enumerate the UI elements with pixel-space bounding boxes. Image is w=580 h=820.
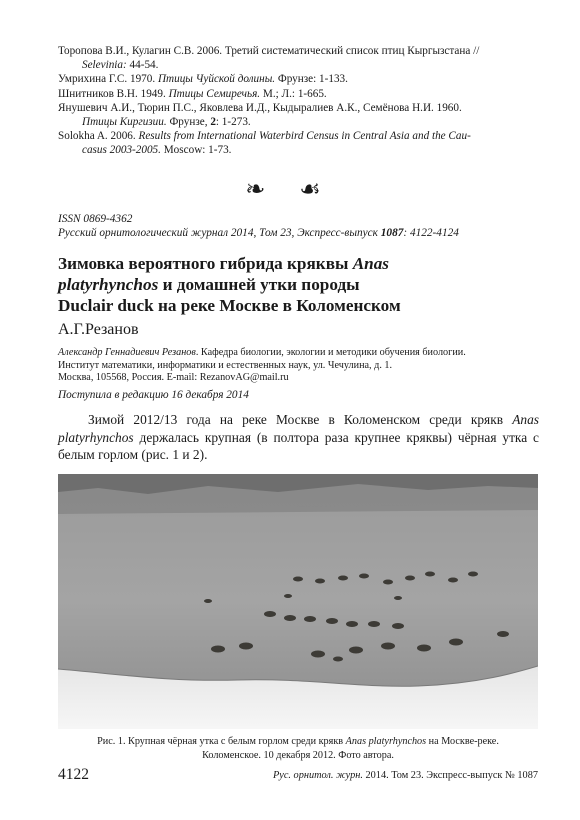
article-title: Зимовка вероятного гибрида кряквы Anas platyrhynchos и домашней утки породы Duclair duck на реке Москве в Коломенском [58, 254, 401, 315]
reference-item: Янушевич А.И., Тюрин П.С., Яковлева И.Д., Кыдыралиев А.К., Семёнова Н.И. 1960. Птицы Киргизии. Фрунзе, 2: 1-273. [58, 101, 462, 129]
page-number: 4122 [58, 766, 89, 783]
article-meta [58, 213, 538, 240]
reference-item: Solokha A. 2006. Results from International Waterbird Census in Central Asia and the Cau- casus 2003-2005. Moscow: 1-73. [58, 130, 471, 157]
reference-item: Умрихина Г.С. 1970. Птицы Чуйской долины. Фрунзе: 1-133. [58, 73, 348, 86]
body-paragraph: Зимой 2012/13 года на реке Москве в Коломенском среди крякв Anas platyrhynchos держалась крупная (в полтора раза крупнее кряквы) чёрная утка с белым горлом (рис. 1 и 2). [58, 412, 539, 463]
page-footer [58, 766, 538, 786]
author-name: А.Г.Резанов [58, 321, 139, 338]
issn: ISSN 0869-4362 [58, 213, 133, 225]
running-head: Рус. орнитол. журн. 2014. Том 23. Экспресс-выпуск № 1087 [272, 770, 538, 781]
figure-photo [58, 474, 538, 729]
section-ornament: ❧ ☙ [245, 177, 335, 203]
reference-item: Шнитников В.Н. 1949. Птицы Семиречья. М.; Л.: 1-665. [58, 87, 327, 100]
reference-list [58, 44, 538, 158]
received-date: Поступила в редакцию 16 декабря 2014 [58, 389, 249, 401]
author-affiliation: Александр Геннадиевич Резанов. Кафедра биологии, экологии и методики обучения биологии. Институт математики, информатики и естественных наук, ул. Чечулина, д. 1. Москва, 105568, Россия. E-mail: RezanovAG@mail.ru [58, 347, 466, 384]
figure-caption: Рис. 1. Крупная чёрная утка с белым горлом среди крякв Anas platyrhynchos на Москве-реке. Коломенское. 10 декабря 2012. Фото автора. [97, 736, 499, 761]
reference-item: Торопова В.И., Кулагин С.В. 2006. Третий систематический список птиц Кыргызстана // Selevinia: 44-54. [58, 45, 480, 72]
journal-line: Русский орнитологический журнал 2014, Том 23, Экспресс-выпуск 1087: 4122-4124 [58, 226, 459, 239]
